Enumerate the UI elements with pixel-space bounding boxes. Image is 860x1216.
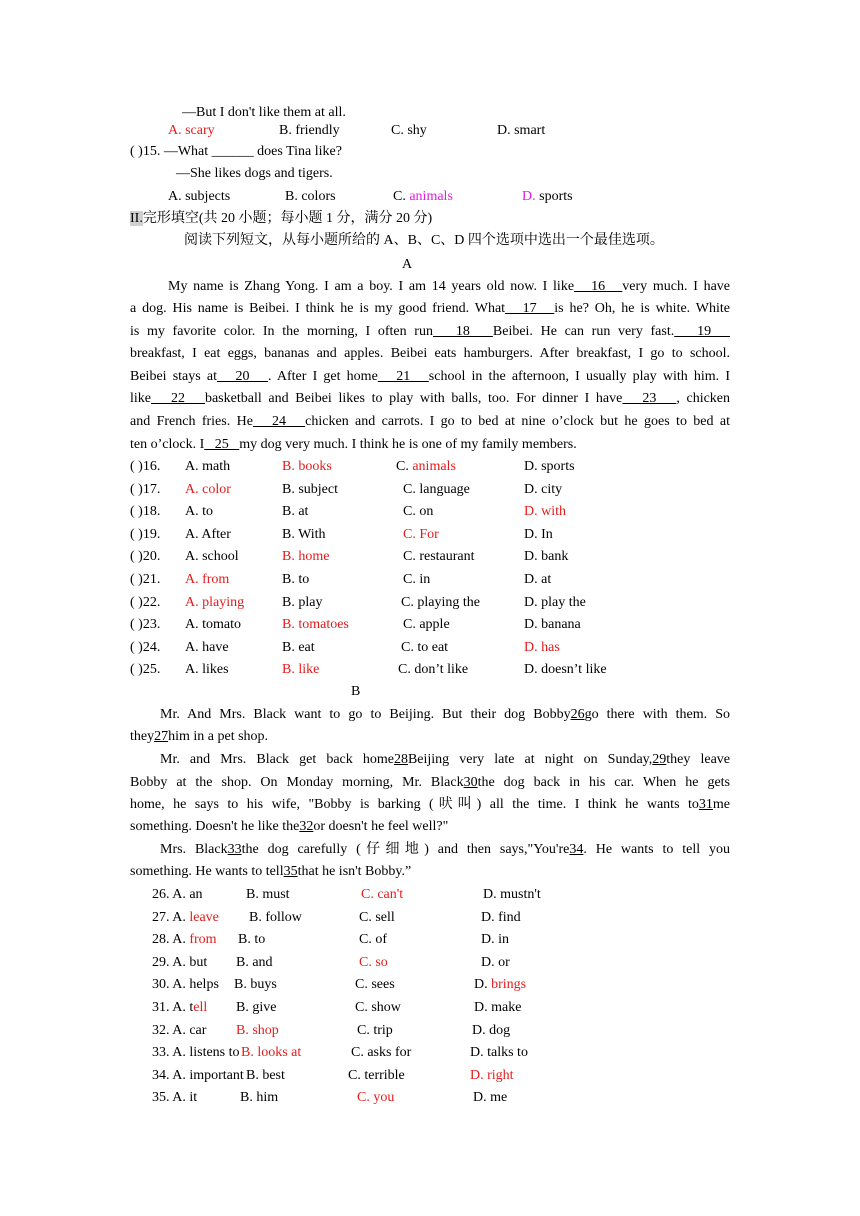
- passage-text: a dog. His name is Beibei. I think he is my good friend. What: [130, 301, 506, 316]
- blank-number: 17: [505, 301, 555, 316]
- option-d: D. bank: [524, 549, 569, 565]
- option-a: 28. A. from: [152, 932, 217, 948]
- option-a: 26. A. an: [152, 887, 203, 902]
- option-d: D. city: [524, 481, 563, 497]
- option-a: 31. A. tell: [152, 1000, 208, 1015]
- passage-a-line: [130, 345, 730, 363]
- passage-text: Beibei stays at: [130, 369, 217, 384]
- blank-number: 26: [570, 707, 585, 722]
- passage-text: they: [130, 729, 155, 744]
- passage-text: or doesn't he feel well?": [313, 819, 449, 834]
- blank-number: 21: [377, 369, 429, 384]
- option-a: A. from: [185, 572, 230, 587]
- passage-text: ten o’clock. I: [130, 437, 205, 452]
- q15-option-b: B. colors: [285, 189, 336, 204]
- option-a: A. color: [185, 481, 231, 497]
- passage-text: . After I get home: [267, 369, 378, 384]
- passage-b-line: [130, 796, 730, 814]
- passage-text: Mrs. Black: [160, 842, 228, 857]
- option-b: B. to: [238, 932, 266, 948]
- option-d: D. with: [524, 504, 566, 520]
- blank-number: 30: [463, 775, 478, 790]
- q15-option-c: C. animals: [393, 189, 453, 204]
- option-a: 33. A. listens to: [152, 1045, 240, 1061]
- option-c: C. sell: [359, 909, 395, 925]
- passage-a-line: [130, 323, 730, 341]
- q15-stem: ( )15. —What ______ does Tina like?: [130, 144, 342, 159]
- option-b: B. books: [282, 459, 332, 474]
- option-a: 35. A. it: [152, 1090, 198, 1106]
- passage-text: basketball and Beibei likes to play with balls, too. For dinner I have: [204, 391, 623, 406]
- passage-text: , chicken: [676, 391, 731, 406]
- passage-text: that he isn't Bobby.”: [297, 864, 412, 879]
- option-c: C. you: [357, 1090, 395, 1106]
- option-c: C. in: [403, 572, 431, 587]
- option-c: C. show: [355, 1000, 401, 1015]
- passage-text: like: [130, 391, 151, 406]
- option-a: A. math: [185, 459, 231, 474]
- option-d: D. mustn't: [483, 887, 541, 902]
- section-title: II.完形填空(共 20 小题；每小题 1 分，满分 20 分): [130, 211, 433, 226]
- passage-text: Bobby at the shop. On Monday morning, Mr. Black: [130, 775, 464, 790]
- q15-reply: —She likes dogs and tigers.: [176, 166, 333, 181]
- option-b: B. With: [282, 526, 326, 542]
- blank-number: 27: [154, 729, 169, 744]
- option-a: A. school: [185, 549, 239, 565]
- passage-text: the dog carefully (仔细地) and then says,"You're: [241, 842, 570, 857]
- passage-text: chicken and carrots. I go to bed at nine o’clock but he goes to bed at: [305, 414, 731, 429]
- question-number: ( )23.: [130, 617, 161, 633]
- option-c: C. terrible: [348, 1067, 405, 1083]
- passage-b-line: [130, 841, 730, 859]
- passage-text: Mr. and Mrs. Black get back home: [160, 752, 394, 767]
- q14-option-a: A. scary: [168, 123, 215, 138]
- option-c: C. For: [403, 526, 439, 542]
- passage-a-line: [130, 278, 730, 296]
- passage-text: something. He wants to tell: [130, 864, 284, 879]
- option-b: B. buys: [234, 977, 277, 993]
- blank-number: 23: [622, 391, 677, 406]
- option-b: B. subject: [282, 481, 338, 497]
- question-number: ( )18.: [130, 504, 161, 520]
- option-b: B. shop: [236, 1022, 279, 1038]
- passage-text: . He wants to tell you: [583, 842, 730, 857]
- passage-text: something. Doesn't he like the: [130, 819, 300, 834]
- option-a: A. playing: [185, 594, 245, 610]
- option-c: C. on: [403, 504, 434, 520]
- passage-text: breakfast, I eat eggs, bananas and apples. Beibei eats hamburgers. After breakfast, I go to school.: [130, 346, 730, 361]
- option-b: B. best: [246, 1067, 285, 1083]
- section-instruction: 阅读下列短文，从每小题所给的 A、B、C、D 四个选项中选出一个最佳选项。: [184, 233, 664, 248]
- blank-number: 18: [432, 324, 493, 339]
- blank-number: 31: [698, 797, 713, 812]
- question-number: ( )16.: [130, 459, 161, 474]
- blank-number: 16: [574, 279, 623, 294]
- option-d: D. sports: [524, 459, 575, 474]
- option-d: D. right: [470, 1067, 514, 1083]
- question-number: ( )19.: [130, 526, 161, 542]
- option-b: B. and: [236, 954, 273, 970]
- passage-text: go there with them. So: [584, 707, 730, 722]
- option-d: D. banana: [524, 617, 581, 633]
- blank-number: 32: [299, 819, 314, 834]
- passage-text: him in a pet shop.: [168, 729, 269, 744]
- option-b: B. home: [282, 549, 330, 565]
- q15-option-d: D. sports: [522, 189, 573, 204]
- option-d: D. me: [473, 1090, 508, 1106]
- option-a: A. likes: [185, 662, 229, 678]
- blank-number: 20: [216, 369, 268, 384]
- option-c: C. don’t like: [398, 662, 469, 678]
- option-c: C. can't: [361, 887, 404, 902]
- option-c: C. apple: [403, 617, 450, 633]
- option-d: D. doesn’t like: [524, 662, 607, 678]
- option-a: 32. A. car: [152, 1022, 207, 1038]
- question-number: ( )20.: [130, 549, 161, 565]
- question-number: ( )22.: [130, 594, 161, 610]
- blank-number: 19: [674, 324, 730, 339]
- q15-option-a: A. subjects: [168, 189, 231, 204]
- option-c: C. playing the: [401, 594, 480, 610]
- passage-b-line: [130, 706, 730, 724]
- option-d: D. talks to: [470, 1045, 528, 1061]
- passage-text: is my favorite color. In the morning, I often run: [130, 324, 433, 339]
- question-number: ( )17.: [130, 481, 161, 497]
- option-c: C. asks for: [351, 1045, 412, 1061]
- option-b: B. at: [282, 504, 309, 520]
- option-c: C. language: [403, 481, 470, 497]
- q14-option-b: B. friendly: [279, 123, 340, 138]
- blank-number: 22: [151, 391, 205, 406]
- option-b: B. him: [240, 1090, 279, 1106]
- passage-a-heading: A: [402, 257, 413, 272]
- option-b: B. must: [246, 887, 290, 902]
- blank-number: 35: [283, 864, 298, 879]
- option-d: D. or: [481, 954, 510, 970]
- passage-b-line: [130, 774, 730, 792]
- passage-text: school in the afternoon, I usually play with him. I: [428, 369, 730, 384]
- option-b: B. like: [282, 662, 320, 678]
- question-number: ( )24.: [130, 639, 161, 655]
- passage-text: and French fries. He: [130, 414, 253, 429]
- passage-text: is he? Oh, he is white. White: [554, 301, 731, 316]
- option-b: B. play: [282, 594, 323, 610]
- question-number: ( )25.: [130, 662, 161, 678]
- option-d: D. has: [524, 639, 560, 655]
- option-d: D. make: [474, 1000, 522, 1015]
- passage-text: Beijing very late at night on Sunday,: [407, 752, 653, 767]
- option-c: C. to eat: [401, 639, 449, 655]
- blank-number: 28: [393, 752, 408, 767]
- passage-a-line: [130, 436, 577, 454]
- passage-b-line: [130, 728, 268, 746]
- q14-option-d: D. smart: [497, 123, 546, 138]
- option-b: B. to: [282, 572, 310, 587]
- passage-a-line: [130, 368, 730, 386]
- option-c: C. animals: [396, 459, 456, 474]
- blank-number: 33: [227, 842, 242, 857]
- passage-b-line: [130, 751, 730, 769]
- q14-line: —But I don't like them at all.: [182, 105, 346, 120]
- option-a: 34. A. important: [152, 1067, 244, 1083]
- option-b: B. eat: [282, 639, 315, 655]
- option-b: B. looks at: [241, 1045, 302, 1061]
- passage-text: they leave: [666, 752, 731, 767]
- passage-b-line: [130, 863, 411, 881]
- option-d: D. dog: [472, 1022, 511, 1038]
- option-d: D. at: [524, 572, 552, 587]
- question-number: ( )21.: [130, 572, 161, 587]
- passage-a-line: [130, 390, 730, 408]
- option-a: A. tomato: [185, 617, 241, 633]
- passage-a-line: [130, 300, 730, 318]
- option-b: B. follow: [249, 909, 302, 925]
- option-d: D. in: [481, 932, 509, 948]
- option-b: B. give: [236, 1000, 277, 1015]
- option-d: D. find: [481, 909, 521, 925]
- q14-option-c: C. shy: [391, 123, 427, 138]
- passage-text: my dog very much. I think he is one of my family members.: [239, 437, 577, 452]
- option-a: A. to: [185, 504, 213, 520]
- passage-b-heading: B: [351, 684, 361, 699]
- option-c: C. so: [359, 954, 388, 970]
- passage-text: Mr. And Mrs. Black want to go to Beijing. But their dog Bobby: [160, 707, 571, 722]
- passage-a-line: [130, 413, 730, 431]
- passage-text: very much. I have: [622, 279, 730, 294]
- option-d: D. In: [524, 526, 553, 542]
- option-c: C. of: [359, 932, 387, 948]
- option-d: D. brings: [474, 977, 527, 993]
- passage-text: the dog back in his car. When he gets: [477, 775, 730, 790]
- blank-number: 29: [652, 752, 667, 767]
- option-a: A. have: [185, 639, 229, 655]
- option-c: C. sees: [355, 977, 395, 993]
- blank-number: 34: [569, 842, 584, 857]
- blank-number: 24: [252, 414, 306, 429]
- blank-number: 25: [204, 437, 240, 452]
- option-a: 30. A. helps: [152, 977, 219, 993]
- option-c: C. restaurant: [403, 549, 475, 565]
- passage-b-line: [130, 818, 448, 836]
- option-a: A. After: [185, 526, 231, 542]
- option-a: 29. A. but: [152, 954, 208, 970]
- passage-text: My name is Zhang Yong. I am a boy. I am 14 years old now. I like: [168, 279, 575, 294]
- passage-text: Beibei. He can run very fast.: [492, 324, 675, 339]
- option-d: D. play the: [524, 594, 586, 610]
- passage-text: me: [712, 797, 730, 812]
- option-c: C. trip: [357, 1022, 393, 1038]
- option-a: 27. A. leave: [152, 909, 219, 925]
- option-b: B. tomatoes: [282, 617, 349, 633]
- passage-text: home, he says to his wife, "Bobby is barking (吠叫) all the time. I think he wants to: [130, 797, 699, 812]
